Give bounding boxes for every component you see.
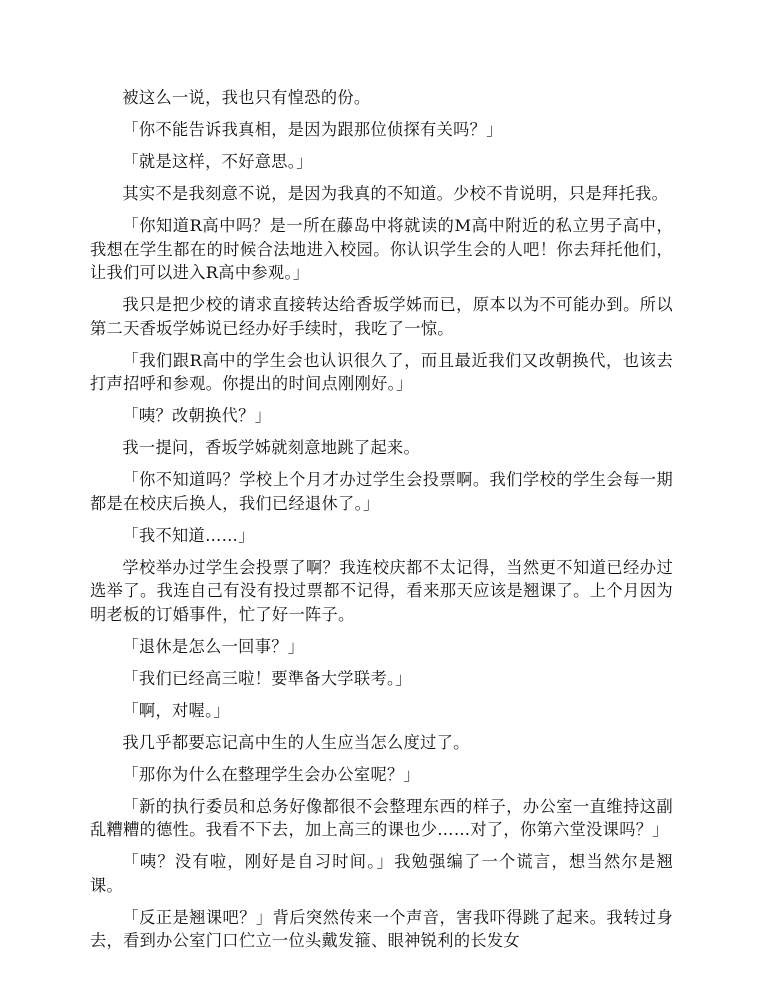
- paragraph: 「咦？没有啦，刚好是自习时间。」我勉强编了一个谎言，想当然尔是翘课。: [90, 852, 673, 895]
- paragraph: 学校举办过学生会投票了啊？我连校庆都不太记得，当然更不知道已经办过选举了。我连自己有没有投过票都不记得，看来那天应该是翘课了。上个月因为明老板的订婚事件，忙了好一阵子。: [90, 557, 673, 624]
- paragraph: 「就是这样，不好意思。」: [122, 152, 313, 171]
- paragraph: 「退休是怎么一回事？」: [122, 636, 305, 656]
- paragraph: 「咦？改朝换代？」: [122, 406, 272, 425]
- book-page-text: [90, 86, 673, 961]
- paragraph: 「我们已经高三啦！要準备大学联考。」: [122, 668, 412, 688]
- paragraph: 「啊，对喔。」: [122, 700, 231, 720]
- paragraph: 「我们跟R高中的学生会也认识很久了，而且最近我们又改朝换代，也该去打声招呼和参观。你提出的时间点刚刚好。」: [90, 350, 673, 393]
- paragraph: 「你不知道吗？学校上个月才办过学生会投票啊。我们学校的学生会每一期都是在校庆后换人，我们已经退休了。」: [90, 470, 673, 513]
- paragraph: 被这么一说，我也只有惶恐的份。: [122, 88, 371, 107]
- paragraph: 「那你为什么在整理学生会办公室呢？」: [122, 764, 421, 784]
- paragraph: 我只是把少校的请求直接转达给香坂学姊而已，原本以为不可能办到。所以第二天香坂学姊说已经办好手续时，我吃了一惊。: [90, 295, 673, 338]
- paragraph: 「你知道R高中吗？是一所在藤岛中将就读的M高中附近的私立男子高中，我想在学生都在的时候合法地进入校园。你认识学生会的人吧！你去拜托他们，让我们可以进入R高中参观。」: [90, 216, 673, 282]
- paragraph: 「反正是翘课吧？」背后突然传来一个声音，害我吓得跳了起来。我转过身去，看到办公室门口伫立一位头戴发箍、眼神锐利的长发女: [90, 907, 673, 950]
- paragraph: 「新的执行委员和总务好像都很不会整理东西的样子，办公室一直维持这副乱糟糟的德性。我看不下去，加上高三的课也少……对了，你第六堂没课吗？」: [90, 796, 673, 839]
- paragraph: 「我不知道……」: [122, 525, 255, 545]
- paragraph: 其实不是我刻意不说，是因为我真的不知道。少校不肯说明，只是拜托我。: [122, 184, 669, 203]
- paragraph: 「你不能告诉我真相，是因为跟那位侦探有关吗？」: [122, 120, 503, 139]
- paragraph: 我一提问，香坂学姊就刻意地跳了起来。: [122, 438, 421, 457]
- paragraph: 我几乎都要忘记高中生的人生应当怎么度过了。: [122, 732, 470, 752]
